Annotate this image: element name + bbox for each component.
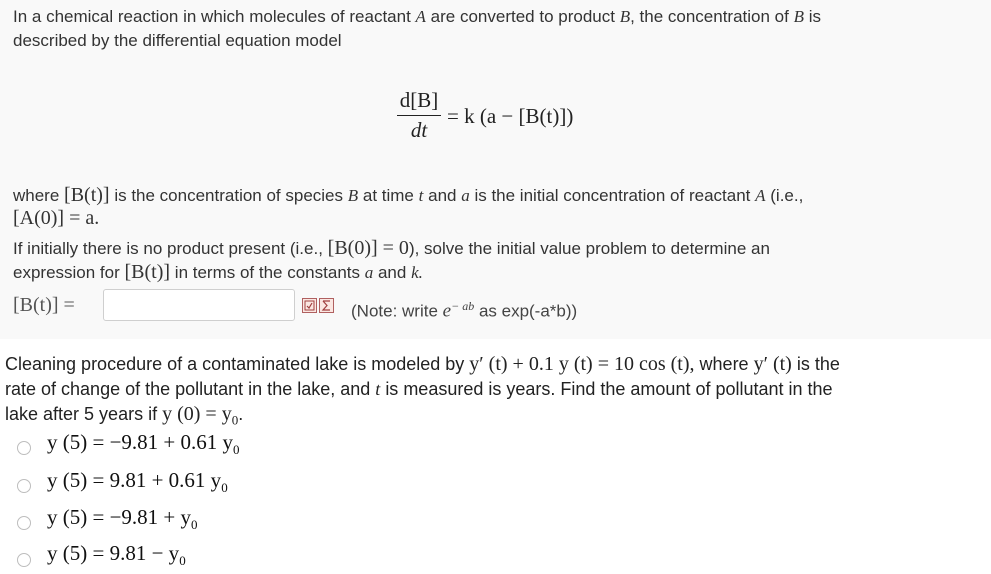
intro-text-3: , the concentration of — [630, 7, 789, 26]
where-a: a — [461, 186, 470, 205]
fraction-numerator: d[B] — [397, 88, 441, 116]
option-1-subscript: 0 — [233, 442, 240, 458]
option-4-text: y (5) = 9.81 − y — [47, 541, 180, 565]
initial-and: and — [377, 263, 407, 282]
var-B: B — [619, 7, 631, 26]
option-3-label[interactable] — [47, 505, 198, 533]
q2-text-4: rate of change of the pollutant in the lake, and — [5, 379, 371, 399]
initial-line-1 — [13, 236, 770, 261]
option-1-label[interactable] — [47, 430, 240, 458]
note-exponent: − ab — [451, 299, 475, 313]
where-text-4: and — [428, 186, 457, 205]
initial-text-4: in terms of the constants — [174, 263, 360, 282]
initial-text-3: expression for — [13, 263, 120, 282]
q2-line-1 — [5, 352, 840, 376]
option-2-subscript: 0 — [221, 480, 228, 496]
note-line — [351, 294, 577, 324]
option-2-label[interactable] — [47, 468, 228, 496]
q2-initial-subscript: 0 — [231, 412, 239, 428]
q2-ode: y′ (t) + 0.1 y (t) = 10 cos (t), — [469, 353, 695, 375]
where-A: A — [755, 186, 766, 205]
preview-glyph — [303, 299, 316, 312]
option-1-text: y (5) = −9.81 + 0.61 y — [47, 430, 234, 454]
where-Bt: [B(t)] — [64, 184, 110, 206]
where-text-5: is the initial concentration of reactant — [474, 186, 751, 205]
q2-text-5: is measured is years. Find the amount of pollutant in the — [385, 379, 833, 399]
option-4-label[interactable] — [47, 541, 186, 569]
option-3-radio[interactable] — [17, 516, 31, 530]
answer-input[interactable] — [103, 289, 295, 321]
intro-text-4: is — [808, 7, 821, 26]
option-4-radio[interactable] — [17, 553, 31, 567]
note-text-2: as exp(-a*b)) — [478, 301, 578, 321]
intro-text-1: In a chemical reaction in which molecules of reactant — [13, 7, 411, 26]
where-B: B — [347, 186, 359, 205]
where-line-1 — [13, 183, 803, 208]
var-B-2: B — [793, 7, 804, 26]
intro-line-2: described by the differential equation model — [13, 31, 342, 50]
q2-text-2: where — [699, 354, 749, 374]
option-4-subscript: 0 — [179, 553, 186, 569]
initial-k: k. — [411, 263, 423, 282]
equation-rhs: = k (a − [B(t)]) — [447, 104, 574, 128]
option-1-radio[interactable] — [17, 441, 31, 455]
intro-line-1 — [13, 5, 821, 29]
initial-text-1: If initially there is no product present (i.e., — [13, 239, 323, 258]
where-text-6: (i.e., — [770, 186, 804, 205]
var-A: A — [415, 7, 426, 26]
derivative-fraction — [397, 88, 441, 143]
note-text-1: (Note: write — [351, 301, 438, 321]
q2-initial-condition: y (0) = y — [162, 403, 232, 425]
q2-line-3 — [5, 402, 243, 433]
q2-period: . — [238, 404, 244, 424]
initial-Bt: [B(t)] — [124, 261, 171, 283]
q2-t: t — [375, 379, 381, 399]
option-3-subscript: 0 — [191, 517, 198, 533]
q2-text-6: lake after 5 years if — [5, 404, 158, 424]
where-text-3: at time — [362, 186, 414, 205]
initial-line-2 — [13, 260, 423, 285]
initial-math: [B(0)] = 0 — [327, 237, 409, 259]
preview-icon[interactable] — [302, 298, 317, 313]
intro-text-2: are converted to product — [430, 7, 615, 26]
initial-text-2: ), solve the initial value problem to determine an — [408, 239, 770, 258]
where-line-2: [A(0)] = a. — [13, 207, 100, 229]
answer-label: [B(t)] = — [13, 294, 75, 316]
q2-yprime: y′ (t) — [753, 353, 792, 375]
q2-text-1: Cleaning procedure of a contaminated lake is modeled by — [5, 354, 465, 374]
where-text-2: is the concentration of species — [114, 186, 344, 205]
option-3-text: y (5) = −9.81 + y — [47, 505, 192, 529]
note-e: e — [442, 300, 452, 322]
option-2-text: y (5) = 9.81 + 0.61 y — [47, 468, 222, 492]
fraction-denominator: dt — [410, 118, 428, 142]
sigma-glyph — [320, 299, 333, 312]
where-t: t — [418, 186, 424, 205]
q2-line-2 — [5, 377, 833, 401]
formula-help-icon[interactable] — [319, 298, 334, 313]
option-2-radio[interactable] — [17, 479, 31, 493]
q2-text-3: is the — [796, 354, 840, 374]
where-text-1: where — [13, 186, 60, 205]
initial-a: a — [364, 263, 374, 282]
